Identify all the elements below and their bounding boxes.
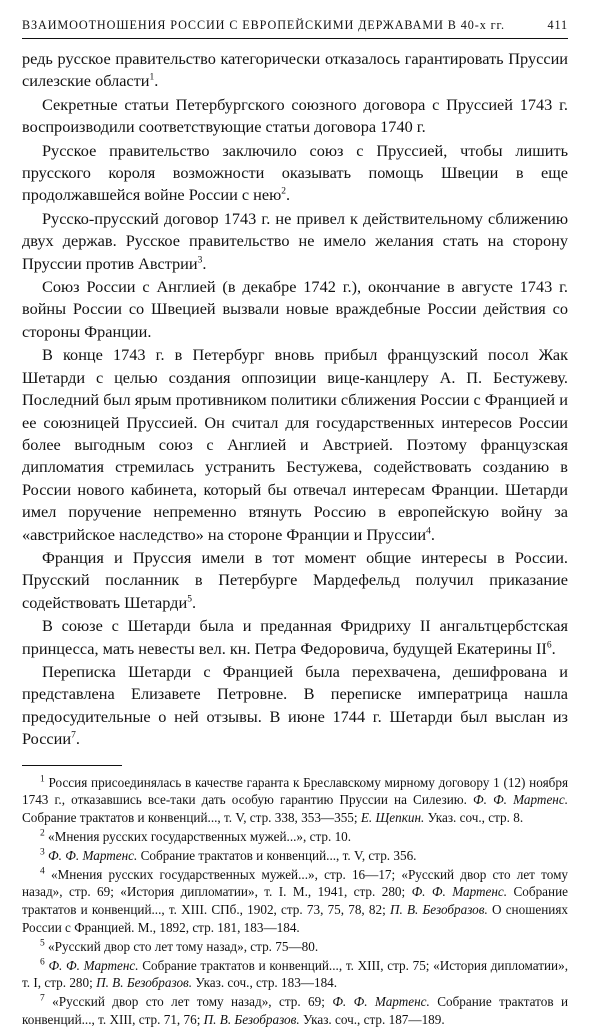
footnote xyxy=(22,938,568,956)
footnote xyxy=(22,774,568,827)
footnote-text: «Мнения русских государственных мужей...», стр. 16—17; «Русский двор сто лет тому назад», стр. 69; «История дипломатии», т. I. М., 1941, стр. 280; xyxy=(22,866,569,900)
paragraph-tail: . xyxy=(154,71,159,91)
footnote xyxy=(22,828,568,846)
paragraph-text: редь русское правительство категорически отказалось гарантировать Пруссии силезские области xyxy=(22,49,568,91)
paragraph-text: Франция и Пруссия имели в тот момент общие интересы в России. Прусский посланник в Петербурге Мардефельд получил приказание содействовать Шетарди xyxy=(22,547,568,612)
footnote-ref: 2 xyxy=(281,187,287,198)
paragraph-text: Русско-прусский договор 1743 г. не привел к действительному сближению двух держав. Русское правительство не имело желания стать на сторону Пруссии против Австрии xyxy=(22,208,568,273)
paragraph xyxy=(22,547,568,614)
paragraph-tail: . xyxy=(191,592,197,612)
footnote xyxy=(22,993,568,1029)
footnote xyxy=(22,866,568,937)
paragraph-text: Союз России с Англией (в декабре 1742 г.), окончание в августе 1743 г. войны России со Швецией вызвали новые враждебные России действия со стороны Франции. xyxy=(22,277,568,341)
footnote-author: Ф. Ф. Мартенс. xyxy=(48,847,138,863)
paragraph xyxy=(22,344,568,546)
footnote-rule xyxy=(22,765,122,766)
footnote-ref: 6 xyxy=(546,640,552,651)
footnote-text: Россия присоединялась в качестве гаранта к Бреславскому мирному договору 1 (12) ноября 1743 г., отказавшись все-таки дать особую гарантию Пруссии на Силезию. xyxy=(22,774,569,808)
paragraph-text: В союзе с Шетарди была и преданная Фридриху II ангальтцербстская принцесса, мать невесты вел. кн. Петра Федоровича, будущей Екатерины II xyxy=(22,616,568,658)
paragraph-tail: . xyxy=(551,638,556,658)
footnote-text: Собрание трактатов и конвенций..., т. XIII, стр. 71, 76; xyxy=(22,994,569,1027)
footnote-text: Собрание трактатов и конвенций..., т. V, стр. 338, 353—355; xyxy=(22,810,361,826)
footnote-author: П. В. Безобразов. xyxy=(389,902,488,918)
footnote-text: Собрание трактатов и конвенций..., т. V, стр. 356. xyxy=(137,847,417,863)
footnote-number: 1 xyxy=(40,774,45,785)
paragraph-text: В конце 1743 г. в Петербург вновь прибыл французский посол Жак Шетарди с целью создания оппозиции вице-канцлеру А. П. Бестужеву. Последний был ярым противником политики сближения России с Францией и ее союзницей Пруссией. Он считал для государственных интересов России более выгодным союз с Англией и Австрией. Поэтому французская дипломатия стремилась устранить Бестужева, содействовать созданию в России нового кабинета, который бы отвечал интересам Франции. Шетарди имел поручение непременно втянуть Россию в европейскую войну за «австрийское наследство» на стороне Франции и Пруссии xyxy=(22,345,568,544)
footnote-text: Указ. соч., стр. 187—189. xyxy=(299,1011,445,1027)
footnote-ref: 5 xyxy=(187,594,192,605)
paragraph xyxy=(22,661,568,751)
footnote-author: Ф. Ф. Мартенс. xyxy=(473,792,568,808)
footnote-ref: 7 xyxy=(71,730,76,741)
footnote-number: 5 xyxy=(40,938,45,949)
footnote-ref: 1 xyxy=(149,72,155,83)
paragraph-tail: . xyxy=(286,185,291,205)
paragraph xyxy=(22,276,568,343)
paragraph-tail: . xyxy=(75,729,80,749)
footnote-text: «Русский двор сто лет тому назад», стр. 69; xyxy=(52,994,333,1010)
paragraph xyxy=(22,48,568,93)
footnote-number: 4 xyxy=(40,866,45,877)
footnote-text: О сношениях России с Францией. М., 1892, стр. 181, 183—184. xyxy=(22,902,568,935)
paragraph xyxy=(22,615,568,660)
paragraph xyxy=(22,208,568,275)
body-text xyxy=(22,48,568,751)
footnote-text: «Мнения русских государственных мужей...», стр. 10. xyxy=(48,828,352,844)
footnote-ref: 3 xyxy=(197,255,203,266)
paragraph xyxy=(22,140,568,207)
page-number: 411 xyxy=(547,18,568,32)
footnote-author: П. В. Безобразов. xyxy=(96,975,193,991)
paragraph xyxy=(22,94,568,139)
paragraph-text: Переписка Шетарди с Францией была перехвачена, дешифрована и представлена Елизавете Петровне. В переписке императрица нашла предосудительные о ней отзывы. В июне 1744 г. Шетарди был выслан из России xyxy=(22,661,568,749)
paragraph-text: Русское правительство заключило союз с Пруссией, чтобы лишить прусского короля возможности оказывать помощь Швеции в еще продолжавшейся войне России с нею xyxy=(22,140,568,205)
footnote-text: Собрание трактатов и конвенций..., т. XIII, стр. 75; «История дипломатии», т. I, стр. 280; xyxy=(22,957,569,991)
footnotes xyxy=(22,774,568,1029)
footnote-author: П. В. Безобразов. xyxy=(203,1011,300,1027)
footnote-author: Ф. Ф. Мартенс. xyxy=(332,994,430,1010)
footnote-number: 6 xyxy=(40,957,45,968)
footnote-text: Указ. соч., стр. 8. xyxy=(424,810,524,826)
footnote-text: «Русский двор сто лет тому назад», стр. 75—80. xyxy=(48,938,319,954)
footnote xyxy=(22,847,568,865)
running-title: ВЗАИМООТНОШЕНИЯ РОССИИ С ЕВРОПЕЙСКИМИ ДЕРЖАВАМИ В 40-х гг. xyxy=(22,18,506,32)
footnote-author: Е. Щепкин. xyxy=(360,810,425,826)
footnote-text: Указ. соч., стр. 183—184. xyxy=(192,975,338,991)
paragraph-tail: . xyxy=(202,253,207,273)
footnote-number: 2 xyxy=(40,828,45,839)
paragraph-text: Секретные статьи Петербургского союзного договора с Пруссией 1743 г. воспроизводили соответствующие статьи договора 1740 г. xyxy=(22,94,568,137)
footnote-author: Ф. Ф. Мартенс. xyxy=(48,957,139,973)
footnote-author: Ф. Ф. Мартенс. xyxy=(411,884,508,900)
footnote-number: 3 xyxy=(40,847,45,858)
running-header xyxy=(22,18,568,33)
paragraph-tail: . xyxy=(430,524,435,544)
footnote-number: 7 xyxy=(40,993,45,1004)
footnote-text: Собрание трактатов и конвенций..., т. XIII. СПб., 1902, стр. 73, 75, 78, 82; xyxy=(22,884,568,918)
header-rule xyxy=(22,38,568,39)
footnote-ref: 4 xyxy=(426,526,431,537)
